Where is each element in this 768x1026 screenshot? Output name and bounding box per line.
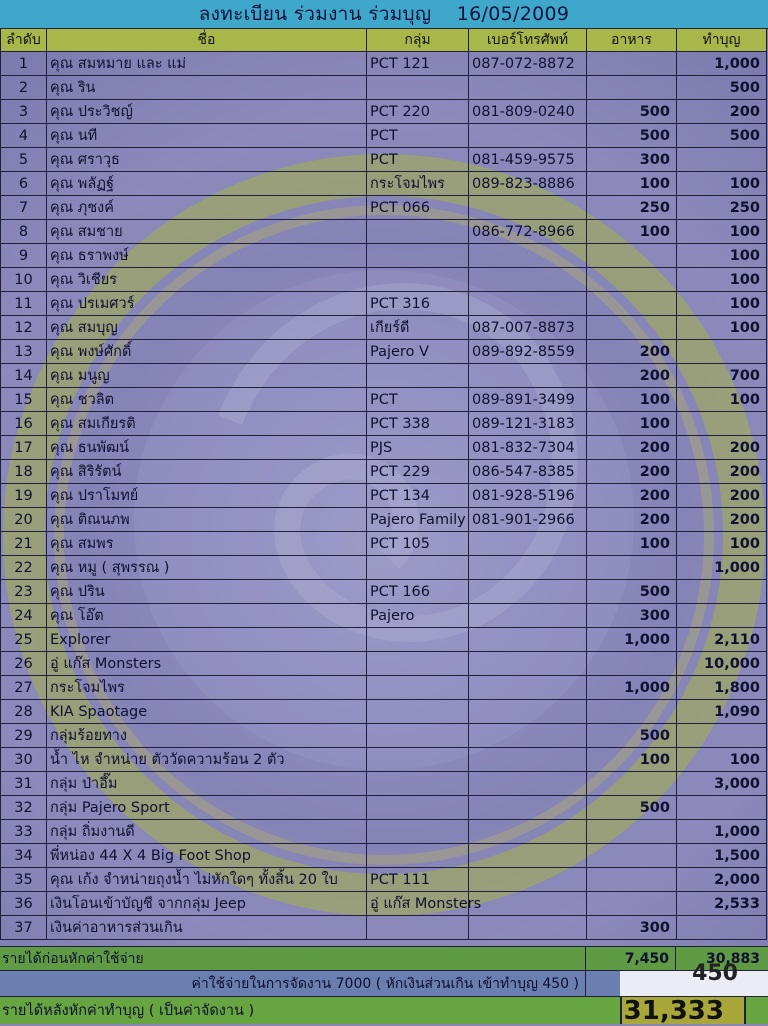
row-food [587,820,677,844]
table-row [1,76,767,100]
row-number: 8 [1,220,47,244]
table-row [1,124,767,148]
row-merit: 100 [677,244,767,268]
row-number: 29 [1,724,47,748]
header-no: ลำดับ [1,29,47,52]
row-name: คุณ สมเกียรติ [47,412,367,436]
row-merit [677,412,767,436]
row-name: คุณ ริน [47,76,367,100]
row-name: คุณ สมหมาย และ แม่ [47,52,367,76]
row-food: 100 [587,412,677,436]
row-name: คุณ หมู ( สุพรรณ ) [47,556,367,580]
row-name: คุณ ปราโมทย์ [47,484,367,508]
row-group: Pajero V [367,340,469,364]
table-row [1,772,767,796]
table-row [1,388,767,412]
table-row [1,916,767,940]
row-number: 19 [1,484,47,508]
row-name: คุณ พงษ์ศักดิ์ [47,340,367,364]
row-phone [469,196,587,220]
row-number: 35 [1,868,47,892]
table-row [1,52,767,76]
row-group [367,652,469,676]
header-group: กลุ่ม [367,29,469,52]
table-row [1,364,767,388]
row-group: PCT 229 [367,460,469,484]
expense-box [620,961,768,996]
row-name: น้ำ ไห จำหน่าย ตัววัดความร้อน 2 ตัว [47,748,367,772]
row-food: 1,000 [587,628,677,652]
row-merit: 500 [677,124,767,148]
row-phone: 087-007-8873 [469,316,587,340]
table-row [1,268,767,292]
row-number: 25 [1,628,47,652]
row-group [367,364,469,388]
row-group [367,916,469,940]
row-group: PCT 166 [367,580,469,604]
row-name: คุณ สมพร [47,532,367,556]
table-row [1,844,767,868]
row-group [367,676,469,700]
row-phone [469,244,587,268]
row-phone [469,700,587,724]
header-name: ชื่อ [47,29,367,52]
row-phone [469,364,587,388]
income-before-food: 7,450 [586,947,676,970]
row-phone: 089-823-8886 [469,172,587,196]
row-number: 15 [1,388,47,412]
row-food [587,316,677,340]
row-phone [469,604,587,628]
row-group: เกียร์ดี [367,316,469,340]
table-row [1,556,767,580]
row-number: 30 [1,748,47,772]
row-name: คุณ เก้ง จำหน่ายถุงน้ำ ไม่หักใดๆ ทั้งสิ้น 20 ใบ [47,868,367,892]
row-name: คุณ ติณนภพ [47,508,367,532]
row-phone [469,676,587,700]
table-row [1,508,767,532]
row-group: PCT 338 [367,412,469,436]
row-name: KIA Spaotage [47,700,367,724]
table-row [1,676,767,700]
row-group: อู่ แก๊ส Monsters [367,892,469,916]
row-group [367,628,469,652]
row-number: 3 [1,100,47,124]
expense-row [0,961,768,996]
row-group: PCT 134 [367,484,469,508]
row-number: 16 [1,412,47,436]
row-phone: 087-072-8872 [469,52,587,76]
row-merit: 100 [677,172,767,196]
table-row [1,868,767,892]
row-merit: 2,110 [677,628,767,652]
row-food: 200 [587,340,677,364]
row-phone [469,916,587,940]
row-group [367,556,469,580]
row-phone [469,628,587,652]
row-number: 5 [1,148,47,172]
row-number: 11 [1,292,47,316]
row-phone [469,76,587,100]
header-phone: เบอร์โทรศัพท์ [469,29,587,52]
table-row [1,292,767,316]
row-phone: 086-547-8385 [469,460,587,484]
row-phone: 081-928-5196 [469,484,587,508]
row-number: 23 [1,580,47,604]
table-row [1,604,767,628]
row-merit: 2,000 [677,868,767,892]
row-group: PCT 121 [367,52,469,76]
row-merit: 1,800 [677,676,767,700]
row-food: 100 [587,532,677,556]
row-number: 22 [1,556,47,580]
row-number: 31 [1,772,47,796]
row-number: 36 [1,892,47,916]
table-row [1,460,767,484]
row-merit: 3,000 [677,772,767,796]
row-name: กระโจมไพร [47,676,367,700]
row-phone [469,868,587,892]
row-food: 1,000 [587,676,677,700]
row-name: คุณ สมชาย [47,220,367,244]
row-number: 28 [1,700,47,724]
table-row [1,532,767,556]
row-merit: 200 [677,484,767,508]
row-number: 18 [1,460,47,484]
row-phone [469,844,587,868]
row-phone [469,652,587,676]
row-merit: 1,000 [677,556,767,580]
row-number: 34 [1,844,47,868]
row-food: 500 [587,124,677,148]
table-row [1,724,767,748]
row-name: คุณ โอ๊ต [47,604,367,628]
row-merit: 200 [677,508,767,532]
income-before-label: รายได้ก่อนหักค่าใช้จ่าย [0,947,586,970]
table-row [1,748,767,772]
grand-total: 31,333 [620,997,746,1024]
table-row [1,484,767,508]
row-phone [469,724,587,748]
row-number: 26 [1,652,47,676]
row-name: เงินโอนเข้าบัญชี จากกลุ่ม Jeep [47,892,367,916]
row-food: 300 [587,916,677,940]
row-phone: 089-891-3499 [469,388,587,412]
table-row [1,244,767,268]
row-number: 9 [1,244,47,268]
row-phone: 081-901-2966 [469,508,587,532]
row-group: Pajero [367,604,469,628]
table-row [1,652,767,676]
row-merit: 100 [677,220,767,244]
row-phone: 081-832-7304 [469,436,587,460]
table-row [1,628,767,652]
row-group [367,796,469,820]
row-group [367,820,469,844]
row-food: 200 [587,436,677,460]
expense-label: ค่าใช้จ่ายในการจัดงาน 7000 ( หักเงินส่วนเกิน เข้าทำบุญ 450 ) [0,971,586,996]
row-phone: 089-121-3183 [469,412,587,436]
row-group [367,844,469,868]
row-merit: 1,000 [677,52,767,76]
row-phone [469,268,587,292]
row-number: 10 [1,268,47,292]
table-row [1,700,767,724]
row-name: คุณ ปริน [47,580,367,604]
row-merit: 500 [677,76,767,100]
row-name: คุณ ปรเมศวร์ [47,292,367,316]
row-food: 100 [587,172,677,196]
row-number: 6 [1,172,47,196]
table-row [1,220,767,244]
row-food [587,292,677,316]
row-food: 200 [587,364,677,388]
row-food: 200 [587,508,677,532]
row-phone [469,124,587,148]
row-merit: 100 [677,388,767,412]
row-merit: 250 [677,196,767,220]
row-group [367,748,469,772]
row-group: PCT [367,388,469,412]
row-name: คุณ ประวิชญ์ [47,100,367,124]
row-food [587,868,677,892]
row-merit [677,796,767,820]
row-phone [469,748,587,772]
row-name: เงินค่าอาหารส่วนเกิน [47,916,367,940]
summary-footer [0,946,768,1024]
row-phone: 086-772-8966 [469,220,587,244]
row-group [367,244,469,268]
row-food: 100 [587,220,677,244]
page-title: ลงทะเบียน ร่วมงาน ร่วมบุญ 16/05/2009 [198,3,570,25]
row-merit: 1,090 [677,700,767,724]
income-after-row [0,996,768,1024]
row-merit: 200 [677,100,767,124]
row-number: 7 [1,196,47,220]
row-name: คุณ ธราพงษ์ [47,244,367,268]
row-merit [677,340,767,364]
row-food [587,268,677,292]
row-food [587,52,677,76]
row-number: 4 [1,124,47,148]
row-food [587,844,677,868]
table-row [1,892,767,916]
expense-value: 450 [692,961,738,986]
row-phone [469,820,587,844]
income-before-row [0,946,768,970]
title-bar [0,0,768,29]
row-name: คุณ นที [47,124,367,148]
row-name: กลุ่ม Pajero Sport [47,796,367,820]
row-name: กลุ่ม ถิ่มงานดี [47,820,367,844]
row-group: PCT [367,148,469,172]
row-food: 500 [587,100,677,124]
row-merit: 100 [677,532,767,556]
row-number: 32 [1,796,47,820]
row-number: 13 [1,340,47,364]
row-group: PCT 111 [367,868,469,892]
row-group: Pajero Family [367,508,469,532]
row-phone: 081-809-0240 [469,100,587,124]
row-number: 27 [1,676,47,700]
row-merit [677,916,767,940]
row-food [587,892,677,916]
row-merit: 100 [677,316,767,340]
row-merit: 1,500 [677,844,767,868]
row-number: 37 [1,916,47,940]
row-number: 14 [1,364,47,388]
row-food: 100 [587,388,677,412]
income-after-label: รายได้หลังหักค่าทำบุญ ( เป็นค่าจัดงาน ) [2,1003,255,1019]
row-name: คุณ ภุชงค์ [47,196,367,220]
row-phone [469,796,587,820]
row-phone [469,892,587,916]
table-row [1,436,767,460]
row-food [587,772,677,796]
row-group: PCT 105 [367,532,469,556]
row-merit: 700 [677,364,767,388]
table-row [1,412,767,436]
row-food: 250 [587,196,677,220]
row-food: 500 [587,724,677,748]
row-food: 500 [587,580,677,604]
header-merit: ทำบุญ [677,29,767,52]
table-row [1,580,767,604]
table-row [1,148,767,172]
row-food: 200 [587,484,677,508]
row-food [587,700,677,724]
income-before-merit: 30,883 [705,951,760,967]
row-merit: 2,533 [677,892,767,916]
table-row [1,796,767,820]
row-group: PCT [367,124,469,148]
header-row [1,29,767,52]
row-group [367,220,469,244]
row-phone [469,580,587,604]
row-merit: 200 [677,460,767,484]
row-group: PCT 066 [367,196,469,220]
row-merit [677,148,767,172]
row-phone [469,532,587,556]
table-row [1,196,767,220]
row-food: 200 [587,460,677,484]
table-row [1,820,767,844]
row-name: คุณ มนูญ [47,364,367,388]
row-merit [677,724,767,748]
row-merit: 100 [677,268,767,292]
row-name: Explorer [47,628,367,652]
row-name: คุณ ธนพัฒน์ [47,436,367,460]
row-group [367,76,469,100]
row-group [367,724,469,748]
row-name: คุณ ชวลิต [47,388,367,412]
row-group: PJS [367,436,469,460]
row-food [587,244,677,268]
row-name: คุณ พลัฏฐ์ [47,172,367,196]
row-food: 500 [587,796,677,820]
row-name: กลุ่ม ป่าอึ๊ม [47,772,367,796]
row-name: คุณ วิเชียร [47,268,367,292]
row-name: คุณ ศราวุธ [47,148,367,172]
row-merit [677,604,767,628]
table-row [1,172,767,196]
row-name: คุณ สิริรัตน์ [47,460,367,484]
row-food [587,76,677,100]
row-merit: 1,000 [677,820,767,844]
table-row [1,316,767,340]
row-name: พี่หน่อง 44 X 4 Big Foot Shop [47,844,367,868]
row-name: กลุ่มร้อยทาง [47,724,367,748]
row-name: คุณ สมบุญ [47,316,367,340]
row-merit [677,580,767,604]
row-number: 24 [1,604,47,628]
row-group: PCT 316 [367,292,469,316]
registration-table [0,28,767,940]
row-number: 21 [1,532,47,556]
row-name: อู่ แก๊ส Monsters [47,652,367,676]
row-group [367,700,469,724]
row-number: 1 [1,52,47,76]
row-phone [469,772,587,796]
row-number: 2 [1,76,47,100]
row-phone: 089-892-8559 [469,340,587,364]
row-food [587,652,677,676]
row-group: กระโจมไพร [367,172,469,196]
row-merit: 10,000 [677,652,767,676]
table-row [1,100,767,124]
row-group [367,268,469,292]
row-group: PCT 220 [367,100,469,124]
row-number: 17 [1,436,47,460]
row-phone [469,292,587,316]
table-row [1,340,767,364]
row-number: 20 [1,508,47,532]
row-food: 100 [587,748,677,772]
row-number: 12 [1,316,47,340]
header-food: อาหาร [587,29,677,52]
row-merit: 100 [677,292,767,316]
row-merit: 100 [677,748,767,772]
row-number: 33 [1,820,47,844]
row-food [587,556,677,580]
row-phone: 081-459-9575 [469,148,587,172]
row-food: 300 [587,604,677,628]
row-food: 300 [587,148,677,172]
row-group [367,772,469,796]
row-merit: 200 [677,436,767,460]
row-phone [469,556,587,580]
